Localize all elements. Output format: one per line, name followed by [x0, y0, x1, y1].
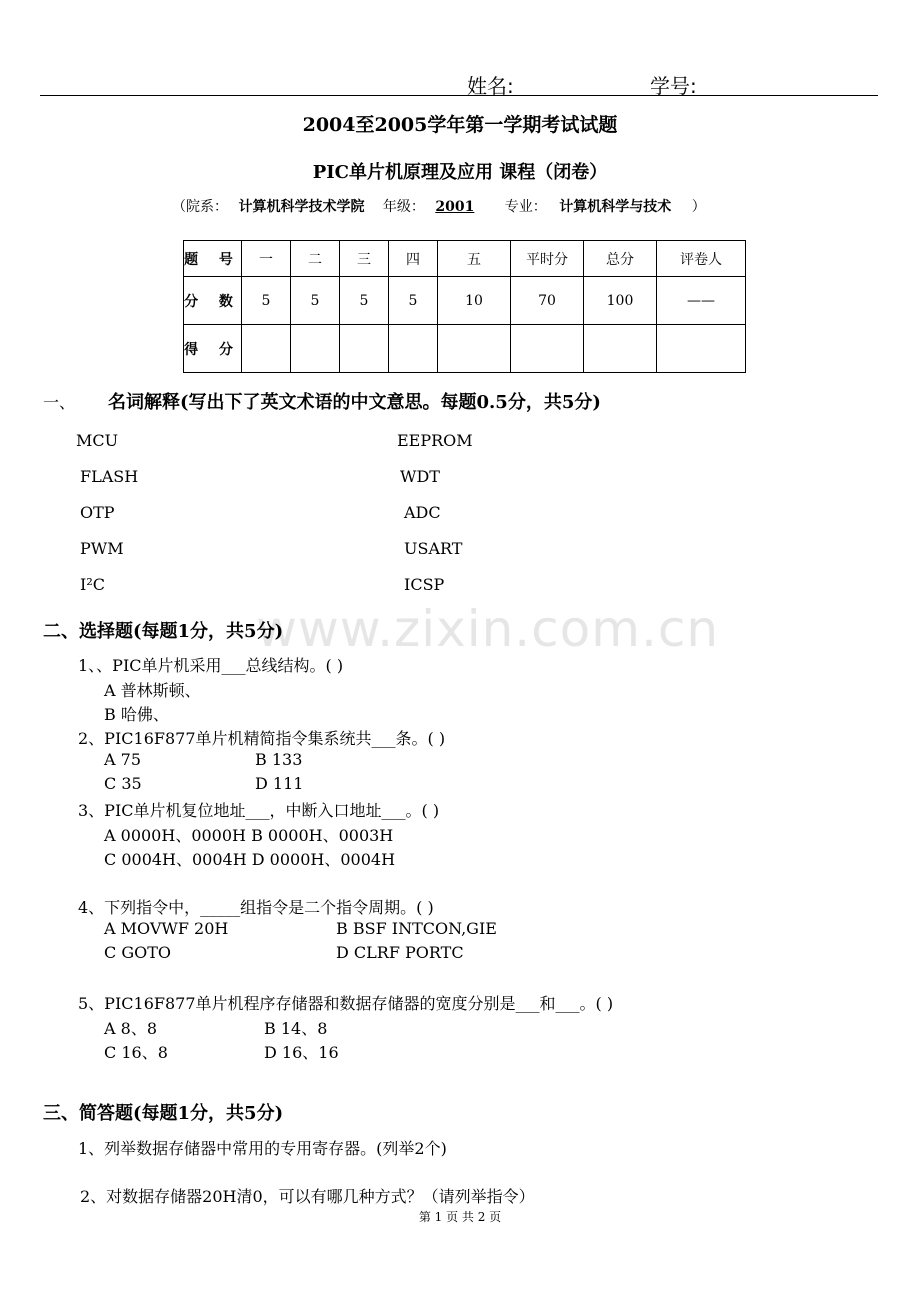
exam-title: 2004至2005学年第一学期考试试题: [302, 114, 618, 136]
score-entry-cell[interactable]: [340, 325, 389, 373]
option: C 0004H、0004H D 0000H、0004H: [104, 850, 396, 869]
table-cell: 四: [389, 241, 438, 277]
student-id-label: 学号:: [650, 74, 697, 98]
term-left: MCU: [76, 431, 119, 450]
term-right: ICSP: [404, 575, 445, 594]
question-4: 4、下列指令中，_____组指令是二个指令周期。( ): [78, 898, 434, 917]
score-entry-cell[interactable]: [438, 325, 511, 373]
watermark: www.zixin.com.cn: [256, 600, 720, 658]
term-left: I²C: [80, 575, 105, 594]
option: D 16、16: [264, 1043, 339, 1062]
table-cell: 5: [291, 277, 340, 325]
score-entry-cell[interactable]: [657, 325, 746, 373]
option: B BSF INTCON,GIE: [336, 919, 497, 938]
option: B 133: [255, 750, 303, 769]
option: A 8、8: [104, 1019, 158, 1038]
table-cell: 三: [340, 241, 389, 277]
section1-title: 名词解释(写出下了英文术语的中文意思。每题0.5分，共5分): [108, 392, 601, 413]
exam-info-line: [172, 196, 706, 216]
option: D CLRF PORTC: [336, 943, 464, 962]
term-right: ADC: [404, 503, 441, 522]
option: B 哈佛、: [104, 705, 169, 724]
table-cell: 评卷人: [657, 241, 746, 277]
score-entry-cell[interactable]: [242, 325, 291, 373]
table-cell: 70: [511, 277, 584, 325]
section1-number: 一、: [43, 393, 76, 412]
option: D 111: [255, 774, 304, 793]
score-entry-cell[interactable]: [291, 325, 340, 373]
section2-title: 二、选择题(每题1分，共5分): [43, 621, 284, 642]
option: C 35: [104, 774, 142, 793]
table-cell: 5: [340, 277, 389, 325]
table-cell: ——: [657, 277, 746, 325]
college-value: 计算机科学技术学院: [238, 199, 365, 215]
term-right: EEPROM: [397, 431, 473, 450]
option: A 普林斯顿、: [104, 681, 201, 700]
term-left: PWM: [80, 539, 124, 558]
grade-label: 年级：: [382, 199, 425, 215]
term-right: USART: [404, 539, 463, 558]
name-label: 姓名:: [467, 74, 514, 98]
short-question-2: 2、对数据存储器20H清0，可以有哪几种方式？（请列举指令）: [80, 1187, 535, 1206]
table-row-earned: [184, 325, 746, 373]
grade-value: 2001: [435, 199, 475, 215]
table-cell: 得 分: [184, 325, 242, 373]
major-label: 专业：: [504, 199, 547, 215]
short-question-1: 1、列举数据存储器中常用的专用寄存器。(列举2个): [78, 1139, 447, 1158]
table-row-headers: [184, 241, 746, 277]
option: A 75: [104, 750, 141, 769]
table-cell: 总分: [584, 241, 657, 277]
table-cell: 100: [584, 277, 657, 325]
table-cell: 五: [438, 241, 511, 277]
option: C 16、8: [104, 1043, 168, 1062]
score-table: [183, 240, 746, 373]
table-cell: 分 数: [184, 277, 242, 325]
score-entry-cell[interactable]: [511, 325, 584, 373]
term-right: WDT: [400, 467, 440, 486]
table-cell: 5: [389, 277, 438, 325]
table-cell: 平时分: [511, 241, 584, 277]
term-left: OTP: [80, 503, 115, 522]
score-entry-cell[interactable]: [584, 325, 657, 373]
table-cell: 一: [242, 241, 291, 277]
table-cell: 5: [242, 277, 291, 325]
info-close: ）: [691, 199, 706, 215]
question-2: 2、PIC16F877单片机精简指令集系统共___条。( ): [78, 729, 446, 748]
question-5: 5、PIC16F877单片机程序存储器和数据存储器的宽度分别是___和___。( ): [78, 994, 614, 1013]
course-title: PIC单片机原理及应用 课程（闭卷）: [312, 162, 608, 183]
question-3: 3、PIC单片机复位地址___，中断入口地址___。( ): [78, 801, 440, 820]
question-1: 1、、PIC单片机采用___总线结构。( ): [78, 656, 344, 675]
header-divider: [40, 95, 878, 96]
info-open: （院系：: [172, 199, 228, 215]
page-footer: 第 1 页 共 2 页: [418, 1210, 502, 1224]
major-value: 计算机科学与技术: [559, 199, 672, 215]
option: A 0000H、0000H B 0000H、0003H: [104, 826, 394, 845]
table-row-points: [184, 277, 746, 325]
option: B 14、8: [264, 1019, 328, 1038]
score-entry-cell[interactable]: [389, 325, 438, 373]
option: C GOTO: [104, 943, 172, 962]
table-cell: 题 号: [184, 241, 242, 277]
table-cell: 二: [291, 241, 340, 277]
option: A MOVWF 20H: [104, 919, 229, 938]
term-left: FLASH: [80, 467, 139, 486]
table-cell: 10: [438, 277, 511, 325]
section3-title: 三、简答题(每题1分，共5分): [43, 1103, 284, 1124]
